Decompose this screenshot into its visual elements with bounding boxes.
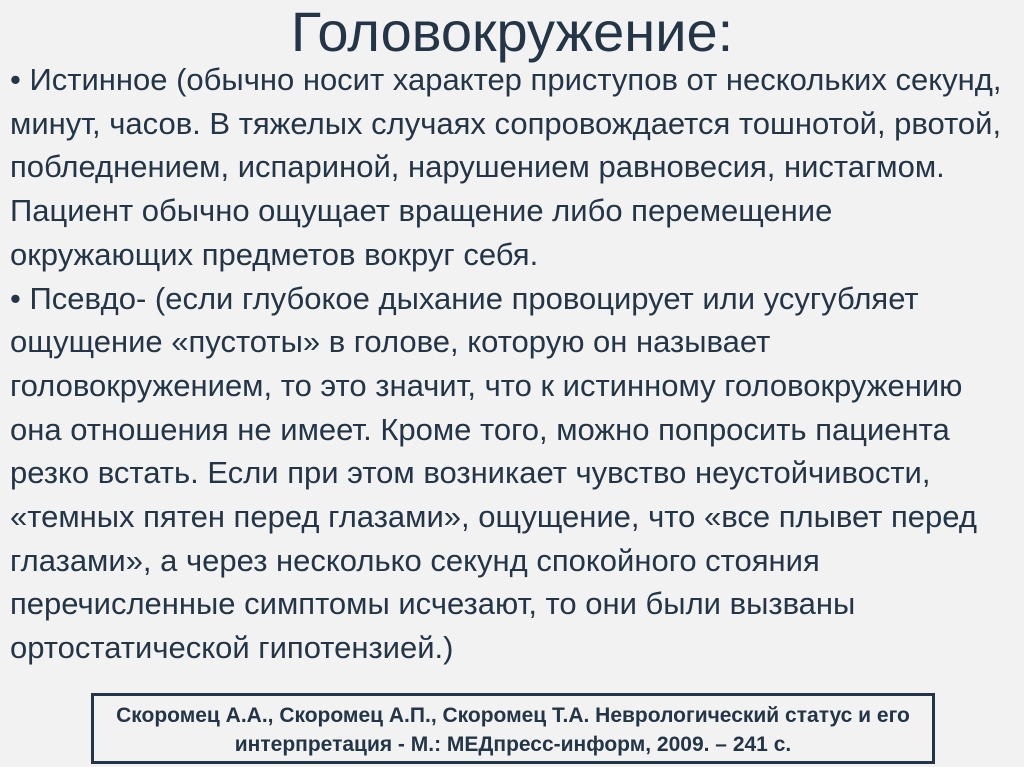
slide-body [10,58,1014,670]
bullet-pseudo-vertigo: • Псевдо- (если глубокое дыхание провоцирует или усугубляет ощущение «пустоты» в голове, которую он называет головокружением, то это значит, что к истинному головокружению она отношения не имеет. Кроме того, можно попросить пациента резко встать. Если при этом возникает чувство неустойчивости, «темных пятен перед глазами», ощущение, что «все плывет перед глазами», а через несколько секунд спокойного стояния перечисленные симптомы исчезают, то они были вызваны ортостатической гипотензией.) [10,280,977,666]
bullet-true-vertigo: • Истинное (обычно носит характер приступов от нескольких секунд, минут, часов. В тяжелых случаях сопровождается тошнотой, рвотой, побледнением, испариной, нарушением равновесия, нистагмом. Пациент обычно ощущает вращение либо перемещение окружающих предметов вокруг себя. [10,62,1002,272]
slide-title: Головокружение: [290,0,734,63]
reference-text: Скоромец А.А., Скоромец А.П., Скоромец Т.А. Неврологический статус и его интерпретация - М.: МЕДпресс-информ, 2009. – 241 с. [116,704,910,756]
reference-box [91,693,935,764]
